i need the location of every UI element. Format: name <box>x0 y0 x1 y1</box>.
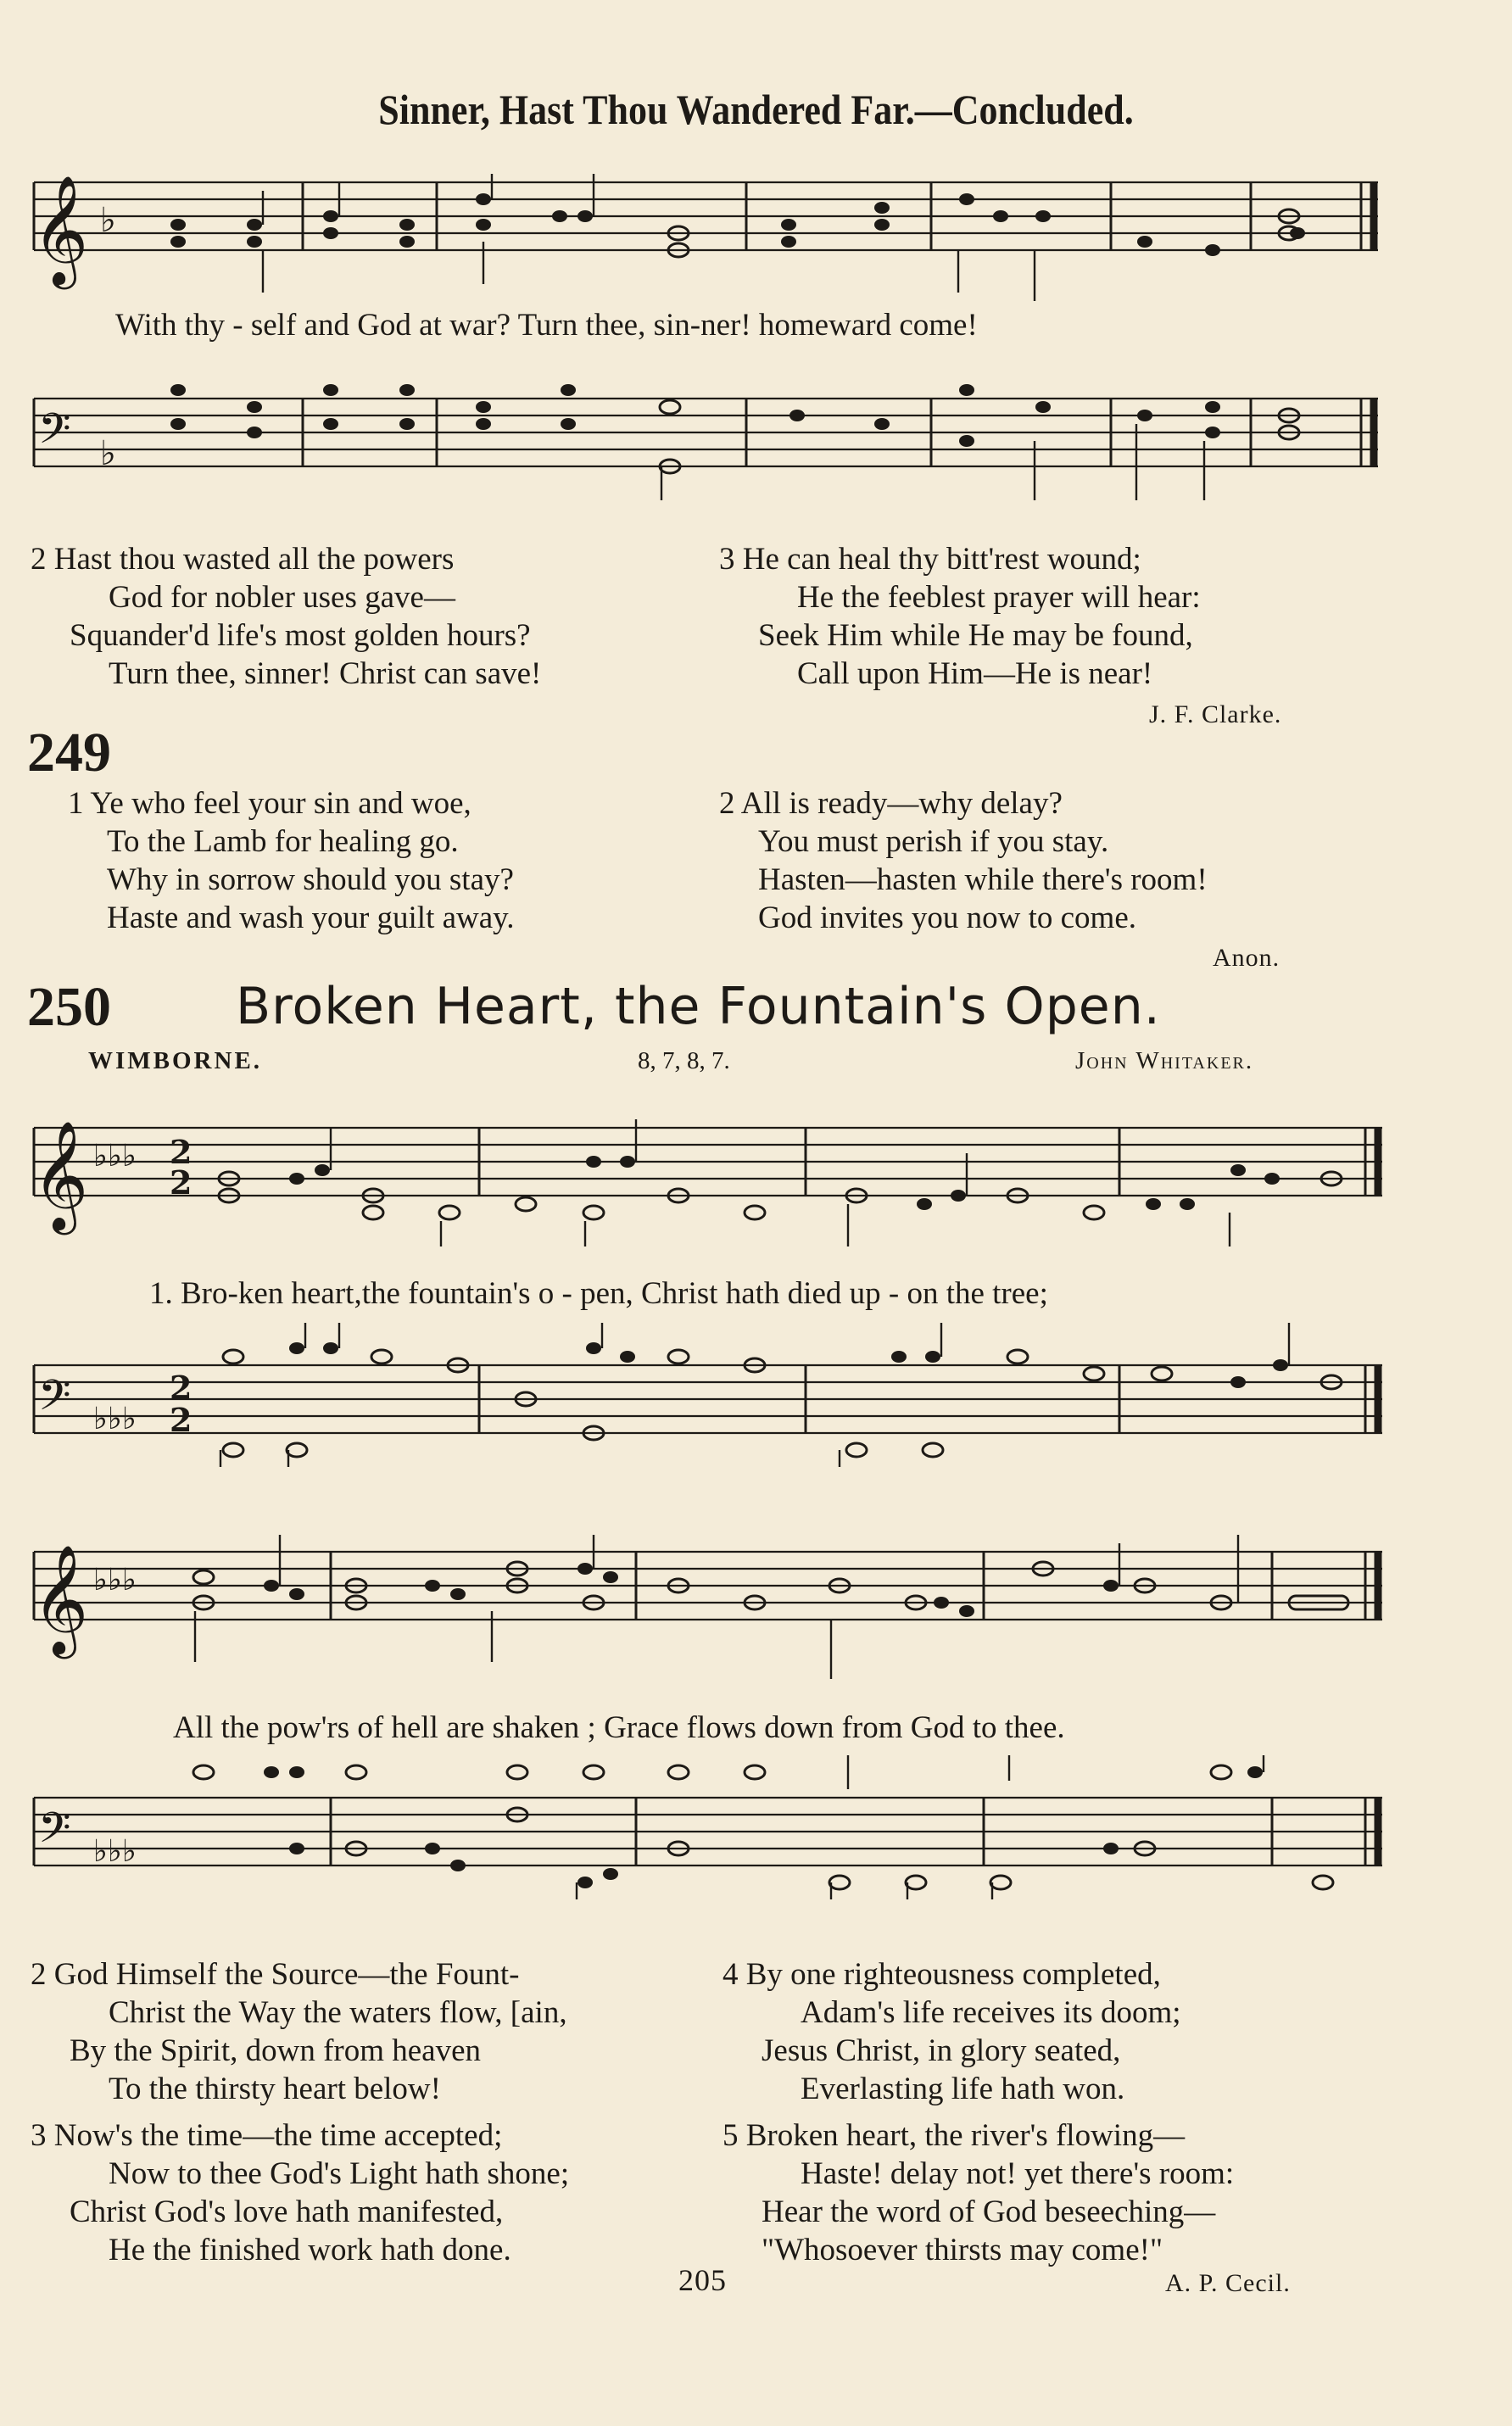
time-signature: 2 <box>170 1133 192 1171</box>
hymn-250-verse-4 <box>723 1955 1181 2108</box>
bass-clef-icon: 𝄢 <box>38 1804 71 1863</box>
hymn-250-lyric-line-1: 1. Bro-ken heart,the fountain's o - pen, Christ hath died up - on the tree; <box>149 1276 1048 1311</box>
verse-line: He can heal thy bitt'rest wound; <box>742 542 1141 577</box>
tune-name: WIMBORNE. <box>88 1047 263 1074</box>
bass-staff-system-2 <box>0 1323 1512 1467</box>
stems <box>661 424 1204 500</box>
verse-line: Turn thee, sinner! Christ can save! <box>109 656 542 691</box>
verse-line: All is ready—why delay? <box>740 786 1063 821</box>
verse-line: "Whosoever thirsts may come!" <box>762 2233 1163 2267</box>
verse-number: 1 <box>68 786 84 821</box>
continued-hymn-title: Sinner, Hast Thou Wandered Far.—Concluded. <box>378 86 1134 133</box>
half-notes <box>193 1765 1333 1889</box>
treble-staff-system-2 <box>0 1102 1512 1246</box>
flat-sign: ♭ <box>100 434 116 473</box>
verse-number: 3 <box>719 542 735 577</box>
verse-line: To the Lamb for healing go. <box>107 824 459 859</box>
verse-line: By one righteousness completed, <box>745 1957 1161 1992</box>
verse-line: Now's the time—the time accepted; <box>53 2118 503 2153</box>
verse-line: Adam's life receives its doom; <box>801 1995 1181 2030</box>
verse-number: 3 <box>31 2118 47 2153</box>
time-signature: 2 <box>170 1401 192 1439</box>
note-heads <box>264 1766 1263 1888</box>
stems <box>263 174 1035 301</box>
hymn-250-title: Broken Heart, the Fountain's Open. <box>236 977 1161 1036</box>
verse-line: Now to thee God's Light hath shone; <box>109 2156 570 2191</box>
stems <box>195 1535 1238 1679</box>
verse-line: God invites you now to come. <box>758 901 1137 935</box>
hymn-250-number: 250 <box>27 976 111 1038</box>
key-signature-flats: ♭♭♭ <box>93 1563 137 1598</box>
meter: 8, 7, 8, 7. <box>638 1047 730 1074</box>
hymn-250-verse-3 <box>31 2116 569 2269</box>
verse-line: Squander'd life's most golden hours? <box>70 618 531 653</box>
bass-clef-icon: 𝄢 <box>38 404 71 464</box>
verse-line: He the feeblest prayer will hear: <box>797 580 1201 615</box>
verse-number: 4 <box>723 1957 739 1992</box>
flat-sign: ♭ <box>100 201 116 240</box>
hymn-250-author: A. P. Cecil. <box>1165 2269 1291 2297</box>
hymn-249-verse-2 <box>719 784 1208 937</box>
verse-line: God for nobler uses gave— <box>109 580 455 615</box>
hymn-250-lyric-line-2: All the pow'rs of hell are shaken ; Grace flows down from God to thee. <box>173 1710 1065 1745</box>
continued-lyric-line: With thy - self and God at war? Turn thee, sin-ner! homeward come! <box>115 308 978 343</box>
verse-number: 2 <box>31 542 47 577</box>
page-number: 205 <box>678 2263 727 2297</box>
verse-line: Seek Him while He may be found, <box>758 618 1193 653</box>
time-signature: 2 <box>170 1163 192 1202</box>
key-signature-flats: ♭♭♭ <box>93 1834 137 1869</box>
verse-line: Broken heart, the river's flowing— <box>745 2118 1186 2153</box>
hymn-250-verse-5 <box>723 2116 1234 2269</box>
verse-line: God Himself the Source—the Fount- <box>53 1957 520 1992</box>
verse-line: Haste and wash your guilt away. <box>107 901 515 935</box>
bass-clef-icon: 𝄢 <box>38 1371 71 1431</box>
continued-verse-2 <box>31 540 541 693</box>
verse-line: Ye who feel your sin and woe, <box>90 786 471 821</box>
bass-staff-system-1 <box>0 373 1512 500</box>
hymn-249-author: Anon. <box>1213 944 1280 972</box>
verse-line: Hear the word of God beseeching— <box>762 2195 1216 2229</box>
verse-line: To the thirsty heart below! <box>109 2072 441 2106</box>
verse-line: Haste! delay not! yet there's room: <box>801 2156 1235 2191</box>
note-heads <box>170 193 1305 256</box>
verse-line: Jesus Christ, in glory seated, <box>762 2033 1121 2068</box>
key-signature-flats: ♭♭♭ <box>93 1402 137 1436</box>
verse-line: He the finished work hath done. <box>109 2233 511 2267</box>
hymn-249-number: 249 <box>27 722 111 784</box>
hymn-250-verse-2 <box>31 1955 567 2108</box>
continued-author: J. F. Clarke. <box>1149 700 1282 728</box>
verse-line: You must perish if you stay. <box>758 824 1109 859</box>
key-signature-flats: ♭♭♭ <box>93 1139 137 1174</box>
continued-verse-3 <box>719 540 1201 693</box>
treble-staff-system-1 <box>0 174 1512 301</box>
verse-number: 5 <box>723 2118 739 2153</box>
stems <box>331 1119 1230 1246</box>
note-heads <box>289 1156 1280 1210</box>
stems <box>577 1755 1264 1899</box>
hymn-249-verse-1 <box>68 784 515 937</box>
verse-number: 2 <box>31 1957 47 1992</box>
verse-line: Christ God's love hath manifested, <box>70 2195 504 2229</box>
bass-staff-system-3 <box>0 1755 1512 1899</box>
stems <box>220 1323 1289 1467</box>
verse-number: 2 <box>719 786 735 821</box>
treble-clef-icon: 𝄞 <box>32 1544 89 1654</box>
verse-line: Call upon Him—He is near! <box>797 656 1153 691</box>
composer: John Whitaker. <box>1075 1047 1254 1074</box>
treble-clef-icon: 𝄞 <box>32 1120 89 1230</box>
treble-clef-icon: 𝄞 <box>32 175 89 285</box>
verse-line: Everlasting life hath won. <box>801 2072 1125 2106</box>
treble-staff-system-3 <box>0 1535 1512 1679</box>
verse-line: Why in sorrow should you stay? <box>107 862 514 897</box>
verse-line: Christ the Way the waters flow, [ain, <box>109 1995 567 2030</box>
verse-line: Hasten—hasten while there's room! <box>758 862 1208 897</box>
time-signature: 2 <box>170 1369 192 1407</box>
verse-line: By the Spirit, down from heaven <box>70 2033 482 2068</box>
note-heads <box>264 1563 1119 1617</box>
verse-line: Hast thou wasted all the powers <box>53 542 455 577</box>
